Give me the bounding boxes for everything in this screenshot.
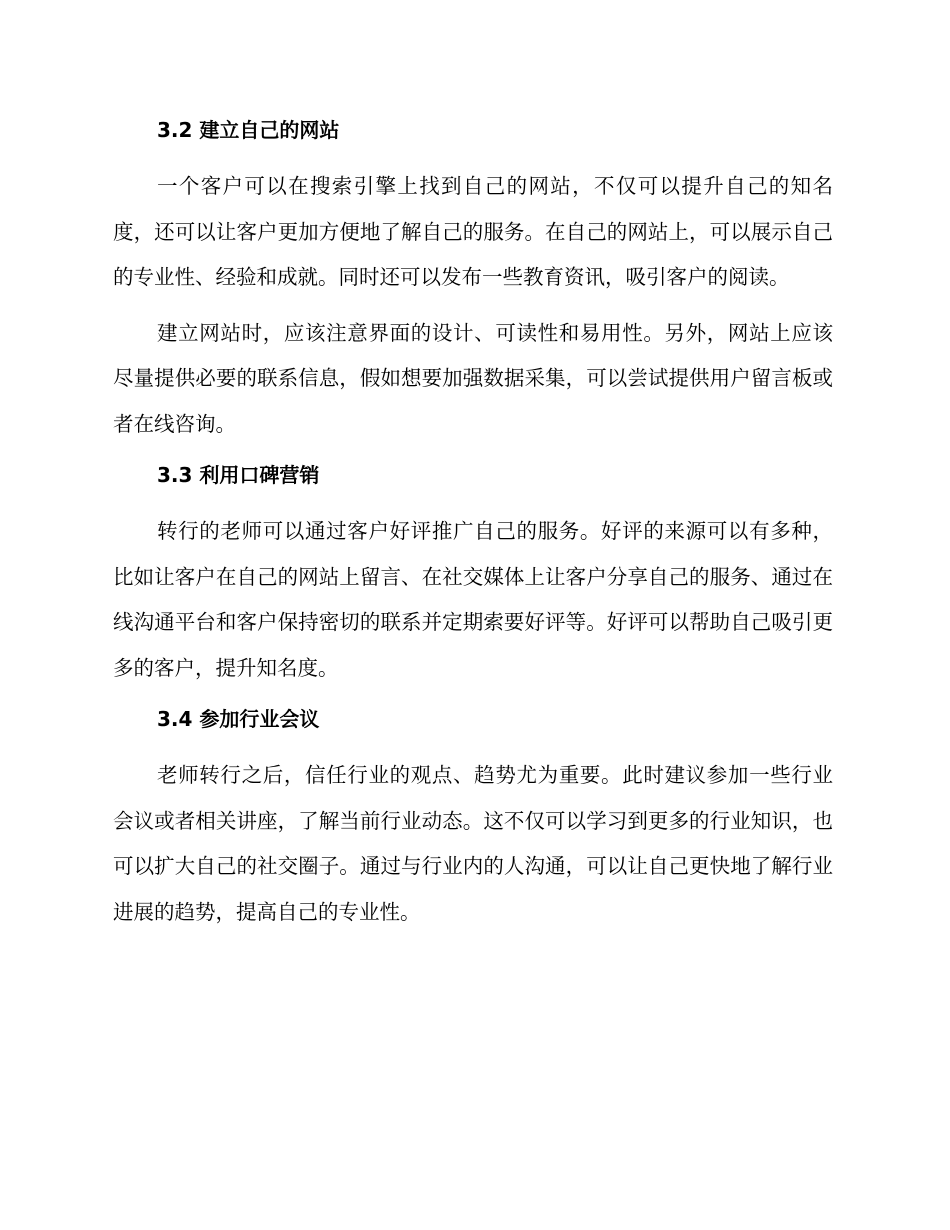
- paragraph: 一个客户可以在搜索引擎上找到自己的网站，不仅可以提升自己的知名度，还可以让客户更加方便地了解自己的服务。在自己的网站上，可以展示自己的专业性、经验和成就。同时还可以发布一些教育资讯，吸引客户的阅读。: [113, 174, 833, 289]
- paragraph: 建立网站时，应该注意界面的设计、可读性和易用性。另外，网站上应该尽量提供必要的联系信息，假如想要加强数据采集，可以尝试提供用户留言板或者在线咨询。: [113, 320, 833, 436]
- section-heading-3-2: 3.2 建立自己的网站: [157, 118, 340, 142]
- section-heading-3-4: 3.4 参加行业会议: [157, 707, 320, 731]
- document-body: [113, 112, 833, 935]
- paragraph: 转行的老师可以通过客户好评推广自己的服务。好评的来源可以有多种，比如让客户在自己的网站上留言、在社交媒体上让客户分享自己的服务、通过在线沟通平台和客户保持密切的联系并定期索要好评等。好评可以帮助自己吸引更多的客户，提升知名度。: [113, 519, 833, 680]
- paragraph: 老师转行之后，信任行业的观点、趋势尤为重要。此时建议参加一些行业会议或者相关讲座，了解当前行业动态。这不仅可以学习到更多的行业知识，也可以扩大自己的社交圈子。通过与行业内的人沟通，可以让自己更快地了解行业进展的趋势，提高自己的专业性。: [113, 763, 833, 924]
- section-heading-3-3: 3.3 利用口碑营销: [157, 463, 320, 487]
